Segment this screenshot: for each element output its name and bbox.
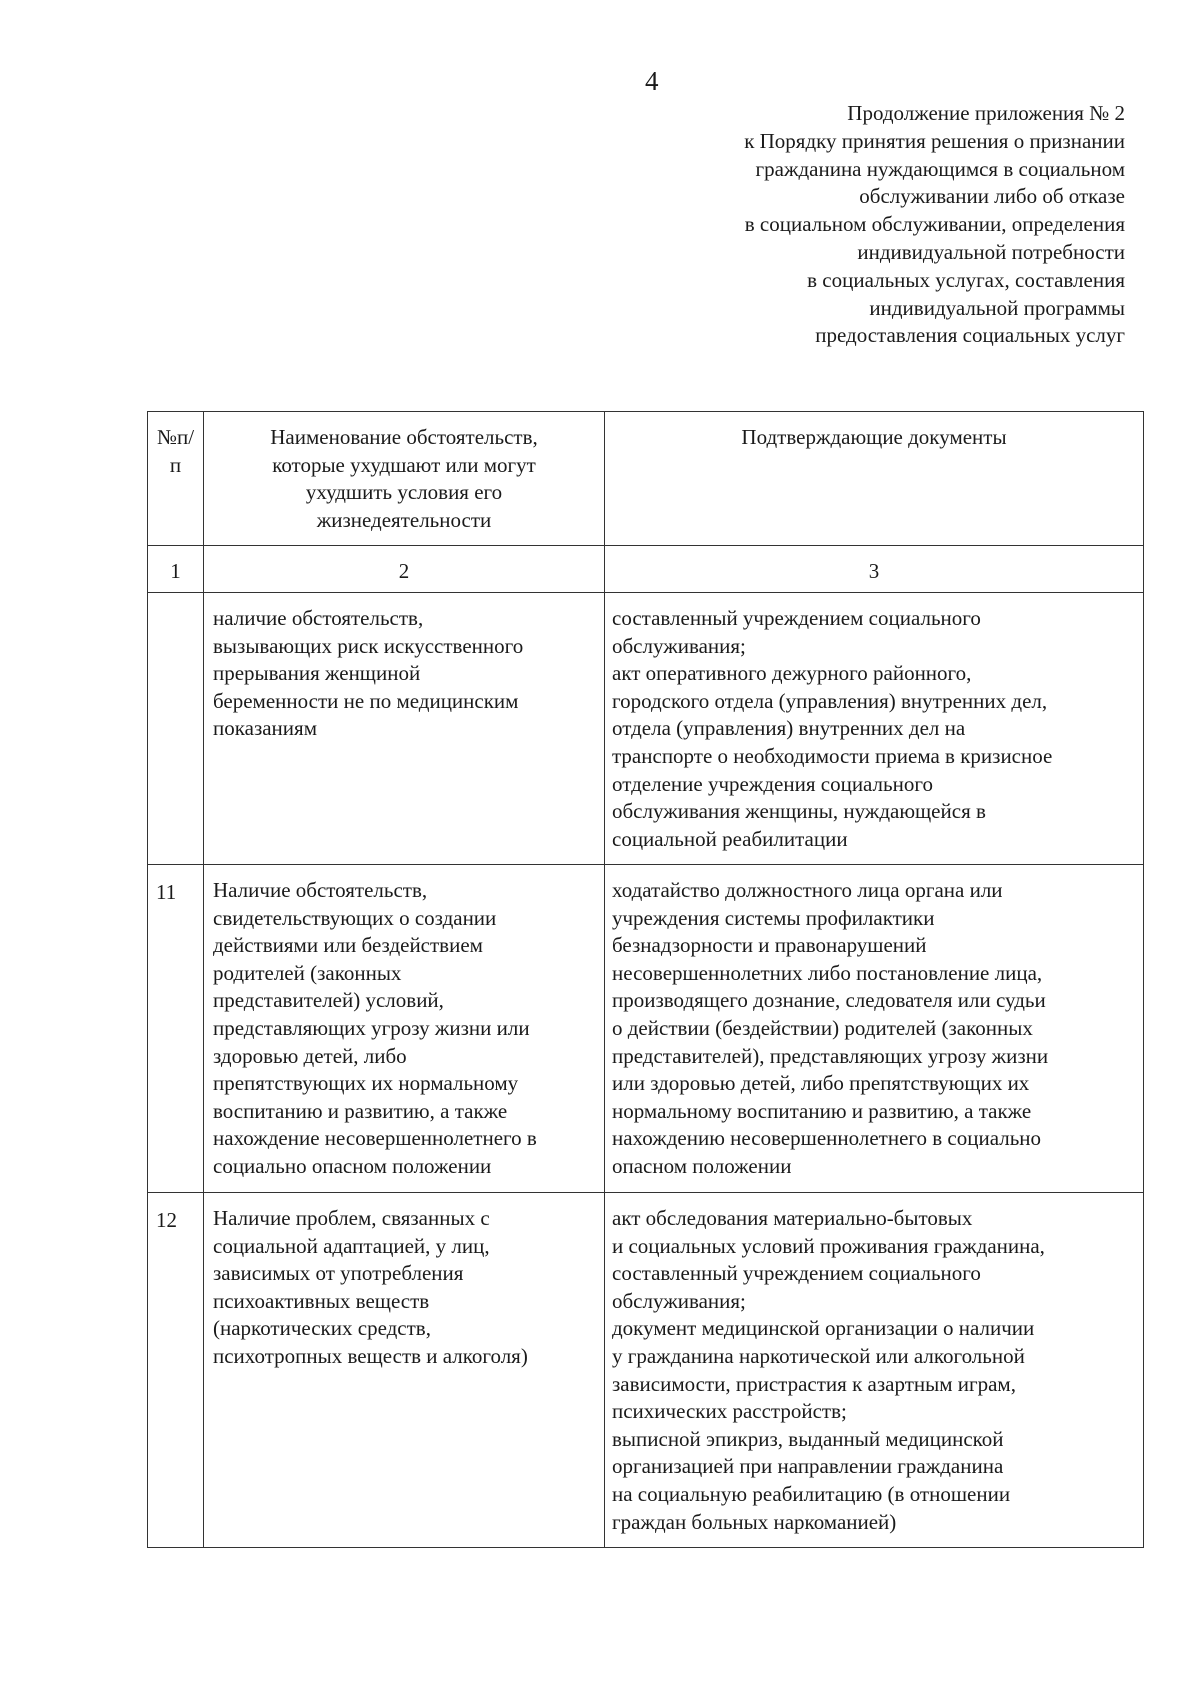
cell-line: учреждения системы профилактики: [612, 905, 935, 930]
cell-line: нормальному воспитанию и развитию, а также: [612, 1098, 1032, 1123]
cell-line: (наркотических средств,: [213, 1316, 431, 1341]
cell-line: акт обследования материально-бытовых: [612, 1206, 973, 1230]
cell-line: отделение учреждения социального: [612, 771, 933, 796]
cell-line: представителей), представляющих угрозу жизни: [612, 1043, 1049, 1068]
cell-line: воспитанию и развитию, а также: [213, 1098, 508, 1123]
cell-line: родителей (законных: [213, 960, 402, 985]
cell-line: обслуживания;: [612, 1288, 746, 1313]
row-number: 12: [148, 1193, 204, 1548]
header-line: индивидуальной программы: [869, 295, 1125, 320]
cell-line: психических расстройств;: [612, 1399, 847, 1424]
cell-line: представляющих угрозу жизни или: [213, 1015, 530, 1040]
table-row: [148, 865, 1144, 1193]
cell-line: обслуживания женщины, нуждающейся в: [612, 799, 986, 824]
cell-line: наличие обстоятельств,: [213, 606, 424, 630]
header-line: к Порядку принятия решения о признании: [744, 128, 1125, 153]
documents-cell: [605, 865, 1144, 1193]
circumstance-cell: [204, 865, 605, 1193]
cell-line: Наличие обстоятельств,: [213, 878, 428, 902]
cell-line: показаниям: [213, 716, 317, 741]
header-text: №п/: [156, 425, 195, 449]
cell-line: отдела (управления) внутренних дел на: [612, 716, 966, 741]
cell-line: психоактивных веществ: [213, 1288, 430, 1313]
header-line: в социальных услугах, составления: [807, 267, 1125, 292]
cell-line: составленный учреждением социального: [612, 1261, 981, 1286]
cell-line: ходатайство должностного лица органа или: [612, 878, 1003, 902]
cell-line: свидетельствующих о создании: [213, 905, 497, 930]
header-line: гражданина нуждающимся в социальном: [755, 156, 1125, 181]
cell-line: социальной адаптацией, у лиц,: [213, 1233, 490, 1258]
cell-line: организацией при направлении гражданина: [612, 1454, 1004, 1479]
cell-line: городского отдела (управления) внутренних дел,: [612, 688, 1048, 713]
cell-line: нахождение несовершеннолетнего в: [213, 1126, 537, 1151]
cell-line: зависимых от употребления: [213, 1261, 464, 1286]
cell-line: Наличие проблем, связанных с: [213, 1206, 490, 1230]
table-header-row: [148, 412, 1144, 546]
column-index: 2: [204, 546, 605, 593]
table-row: [148, 593, 1144, 865]
header-line: предоставления социальных услуг: [815, 323, 1125, 348]
cell-line: выписной эпикриз, выданный медицинской: [612, 1426, 1004, 1451]
cell-line: препятствующих их нормальному: [213, 1071, 519, 1096]
header-line: индивидуальной потребности: [857, 239, 1125, 264]
cell-line: документ медицинской организации о наличии: [612, 1316, 1035, 1341]
cell-line: обслуживания;: [612, 633, 746, 658]
header-line: Продолжение приложения № 2: [847, 101, 1125, 125]
cell-line: вызывающих риск искусственного: [213, 633, 524, 658]
cell-line: действиями или бездействием: [213, 933, 483, 958]
cell-line: опасном положении: [612, 1153, 792, 1178]
cell-line: социальной реабилитации: [612, 826, 848, 851]
header-text: п: [169, 452, 182, 477]
header-text: которые ухудшают или могут: [272, 452, 536, 477]
header-text: жизнедеятельности: [316, 507, 492, 532]
circumstance-cell: [204, 593, 605, 865]
cell-line: нахождению несовершеннолетнего в социально: [612, 1126, 1042, 1151]
column-index: 3: [605, 546, 1144, 593]
cell-line: и социальных условий проживания гражданина,: [612, 1233, 1045, 1258]
header-line: в социальном обслуживании, определения: [744, 212, 1125, 237]
page-number: 4: [645, 66, 659, 96]
row-number: [148, 593, 204, 865]
header-cell-documents: [605, 412, 1144, 546]
row-number: 11: [148, 865, 204, 1193]
header-cell-number: [148, 412, 204, 546]
header-text: Наименование обстоятельств,: [270, 425, 538, 449]
header-text: Подтверждающие документы: [741, 425, 1007, 449]
cell-line: или здоровью детей, либо препятствующих их: [612, 1071, 1030, 1096]
cell-line: о действии (бездействии) родителей (законных: [612, 1015, 1033, 1040]
documents-cell: [605, 593, 1144, 865]
column-index-row: [148, 546, 1144, 593]
cell-line: граждан больных наркоманией): [612, 1509, 897, 1534]
circumstance-cell: [204, 1193, 605, 1548]
cell-line: здоровью детей, либо: [213, 1043, 407, 1068]
cell-line: несовершеннолетних либо постановление лица,: [612, 960, 1043, 985]
header-cell-circumstance: [204, 412, 605, 546]
cell-line: транспорте о необходимости приема в кризисное: [612, 743, 1053, 768]
circumstances-table: [147, 411, 1144, 1548]
header-text: ухудшить условия его: [305, 480, 503, 505]
cell-line: психотропных веществ и алкоголя): [213, 1343, 528, 1368]
cell-line: социально опасном положении: [213, 1153, 492, 1178]
header-line: обслуживании либо об отказе: [859, 184, 1125, 209]
documents-cell: [605, 1193, 1144, 1548]
cell-line: прерывания женщиной: [213, 661, 421, 686]
column-index: 1: [148, 546, 204, 593]
cell-line: акт оперативного дежурного районного,: [612, 661, 972, 686]
cell-line: представителей) условий,: [213, 988, 444, 1013]
table-row: [148, 1193, 1144, 1548]
cell-line: производящего дознание, следователя или судьи: [612, 988, 1046, 1013]
cell-line: зависимости, пристрастия к азартным играм,: [612, 1371, 1016, 1396]
cell-line: безнадзорности и правонарушений: [612, 933, 927, 958]
cell-line: у гражданина наркотической или алкогольной: [612, 1343, 1025, 1368]
cell-line: беременности не по медицинским: [213, 688, 519, 713]
cell-line: на социальную реабилитацию (в отношении: [612, 1481, 1011, 1506]
cell-line: составленный учреждением социального: [612, 606, 981, 630]
appendix-header: [525, 100, 1125, 350]
